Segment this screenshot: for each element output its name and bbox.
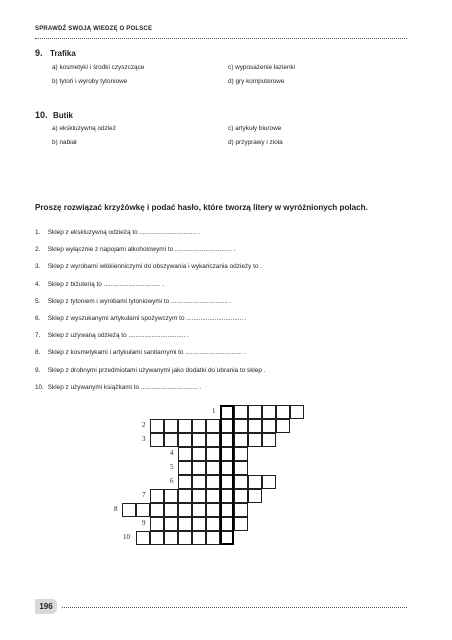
crossword-cell[interactable] [192, 503, 206, 517]
crossword-cell[interactable] [192, 419, 206, 433]
crossword-cell[interactable] [178, 489, 192, 503]
clue-number: 2. [35, 246, 41, 254]
crossword-cell[interactable] [192, 489, 206, 503]
clue-4 [35, 281, 164, 288]
crossword-cell[interactable] [234, 489, 248, 503]
crossword-cell[interactable] [262, 405, 276, 419]
crossword-cell[interactable] [234, 475, 248, 489]
crossword-row-number: 7 [142, 491, 146, 499]
question-9-number: 9. [35, 48, 43, 58]
crossword-cell[interactable] [220, 447, 234, 461]
clue-text: Sklep z wyszukanymi artykułami spożywczym to ................................ . [46, 315, 247, 322]
clue-text: Sklep z kosmetykami i artykułami sanitarnymi to ................................ . [46, 349, 246, 357]
clue-8 [35, 349, 246, 356]
crossword-cell[interactable] [220, 461, 234, 475]
crossword-cell[interactable] [220, 419, 234, 433]
question-10-option-b: b) nabiał [52, 139, 77, 146]
crossword-cell[interactable] [164, 517, 178, 531]
question-10-option-d: d) przyprawy i zioła [228, 139, 283, 146]
crossword-cell[interactable] [248, 419, 262, 433]
question-10-title: Butik [53, 111, 73, 120]
crossword-cell[interactable] [248, 475, 262, 489]
question-10-option-c: c) artykuły biurowe [228, 125, 282, 132]
crossword-cell[interactable] [206, 517, 220, 531]
crossword-cell[interactable] [164, 489, 178, 503]
question-9-option-c: c) wyposażenie łazienki [228, 64, 296, 71]
question-9-option-d: d) gry komputerowe [228, 78, 285, 85]
clue-number: 1. [35, 229, 41, 236]
crossword-cell[interactable] [234, 447, 248, 461]
crossword-cell[interactable] [234, 419, 248, 433]
clue-number: 8. [35, 349, 41, 357]
clue-6 [35, 315, 247, 322]
question-9-option-b: b) tytoń i wyroby tytoniowe [52, 78, 128, 85]
crossword-row-number: 6 [170, 477, 174, 485]
crossword-cell[interactable] [192, 531, 206, 545]
crossword-cell[interactable] [164, 419, 178, 433]
crossword-task-instruction: Proszę rozwiązać krzyżówkę i podać hasło, które tworzą litery w wyróżnionych polach. [35, 203, 368, 212]
crossword-cell[interactable] [192, 447, 206, 461]
clue-text: Sklep z ekskluzywną odzieżą to ................................ . [46, 229, 200, 236]
crossword-cell[interactable] [248, 433, 262, 447]
crossword-cell[interactable] [234, 503, 248, 517]
clue-5 [35, 298, 231, 305]
crossword-cell[interactable] [206, 489, 220, 503]
crossword-cell[interactable] [178, 475, 192, 489]
clue-text: Sklep z używaną odzieżą to ................................ . [46, 332, 189, 340]
crossword-cell[interactable] [276, 405, 290, 419]
crossword-cell[interactable] [234, 433, 248, 447]
crossword-cell[interactable] [178, 447, 192, 461]
clue-number: 7. [35, 332, 41, 340]
crossword-cell[interactable] [150, 433, 164, 447]
crossword-cell[interactable] [220, 503, 234, 517]
crossword-cell[interactable] [206, 503, 220, 517]
crossword-cell[interactable] [164, 503, 178, 517]
crossword-cell[interactable] [234, 461, 248, 475]
crossword-cell[interactable] [192, 475, 206, 489]
question-10-option-a: a) ekskluzywną odzież [52, 125, 116, 132]
clue-2 [35, 246, 235, 253]
crossword-cell[interactable] [192, 461, 206, 475]
clue-text: Sklep wyłącznie z napojami alkoholowymi to ................................ . [46, 246, 236, 254]
question-9-option-a: a) kosmetyki i środki czyszczące [52, 64, 145, 71]
clue-text: Sklep z biżuterią to ................................ . [46, 280, 164, 288]
crossword-row-number: 5 [170, 463, 174, 471]
crossword-cell[interactable] [206, 475, 220, 489]
crossword-cell[interactable] [192, 517, 206, 531]
crossword-cell[interactable] [164, 531, 178, 545]
question-10-number: 10. [35, 110, 48, 120]
crossword-cell[interactable] [234, 517, 248, 531]
clue-text: Sklep z wyrobami włókienniczymi do obszywania i wykańczania odzieży to . [46, 263, 262, 271]
crossword-cell[interactable] [220, 433, 234, 447]
crossword-cell[interactable] [150, 531, 164, 545]
clue-number: 10. [35, 383, 44, 391]
crossword-cell[interactable] [150, 517, 164, 531]
crossword-row-number: 1 [212, 407, 216, 415]
crossword-cell[interactable] [136, 503, 150, 517]
header-divider [35, 38, 407, 39]
clue-text: Sklep z drobnymi przedmiotami używanymi jako dodatki do ubrania to sklep . [46, 366, 266, 374]
crossword-cell[interactable] [220, 517, 234, 531]
footer-divider [62, 607, 407, 608]
crossword-row-number: 9 [142, 519, 146, 527]
crossword-cell[interactable] [164, 433, 178, 447]
crossword-row-number: 10 [123, 533, 130, 541]
crossword-cell[interactable] [248, 489, 262, 503]
clue-3 [35, 263, 262, 270]
crossword-cell[interactable] [150, 419, 164, 433]
crossword-cell[interactable] [150, 489, 164, 503]
clue-number: 4. [35, 280, 41, 288]
crossword-cell[interactable] [220, 405, 234, 419]
crossword-cell[interactable] [220, 531, 234, 545]
crossword-cell[interactable] [206, 531, 220, 545]
crossword-cell[interactable] [136, 531, 150, 545]
page-number: 196 [35, 599, 57, 614]
crossword-row-number: 4 [170, 449, 174, 457]
clue-number: 3. [35, 263, 41, 271]
clue-7 [35, 332, 189, 339]
clue-text: Sklep z tytoniem i wyrobami tytoniowymi to ................................ . [46, 297, 232, 305]
crossword-cell[interactable] [248, 405, 262, 419]
crossword-cell[interactable] [178, 531, 192, 545]
page-header: SPRAWDŹ SWOJĄ WIEDZĘ O POLSCE [35, 26, 153, 32]
clue-number: 5. [35, 297, 41, 305]
crossword-cell[interactable] [150, 503, 164, 517]
crossword-cell[interactable] [290, 405, 304, 419]
crossword-row-number: 3 [142, 435, 146, 443]
crossword-cell[interactable] [178, 433, 192, 447]
crossword-cell[interactable] [262, 433, 276, 447]
crossword-cell[interactable] [192, 433, 206, 447]
crossword-cell[interactable] [220, 489, 234, 503]
crossword-cell[interactable] [234, 405, 248, 419]
crossword-cell[interactable] [206, 433, 220, 447]
clue-number: 9. [35, 366, 41, 374]
crossword-row-number: 8 [114, 505, 118, 513]
crossword-cell[interactable] [262, 419, 276, 433]
clue-1 [35, 229, 200, 236]
crossword-cell[interactable] [178, 419, 192, 433]
crossword-cell[interactable] [178, 461, 192, 475]
crossword-row-number: 2 [142, 421, 146, 429]
question-9-title: Trafika [50, 49, 76, 58]
crossword-cell[interactable] [178, 503, 192, 517]
clue-text: Sklep z używanymi książkami to ................................ . [46, 383, 202, 391]
clue-number: 6. [35, 315, 41, 322]
crossword-cell[interactable] [276, 419, 290, 433]
clue-10 [35, 384, 201, 391]
crossword-cell[interactable] [178, 517, 192, 531]
clue-9 [35, 367, 266, 374]
crossword-cell[interactable] [206, 447, 220, 461]
crossword-cell[interactable] [206, 419, 220, 433]
crossword-cell[interactable] [206, 461, 220, 475]
crossword-cell[interactable] [262, 475, 276, 489]
crossword-cell[interactable] [122, 503, 136, 517]
crossword-cell[interactable] [220, 475, 234, 489]
